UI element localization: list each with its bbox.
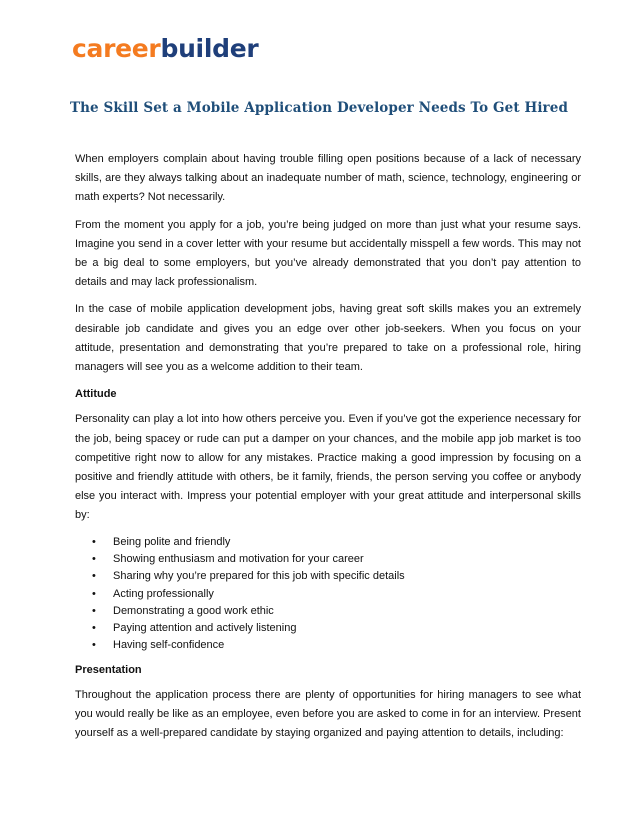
bullet-icon: • (92, 535, 96, 548)
bullet-icon: • (92, 570, 96, 583)
list-item-text: Sharing why you’re prepared for this job with specific details (113, 570, 405, 583)
intro-paragraph-3: In the case of mobile application development jobs, having great soft skills makes you an extremely desirable job candidate and gives you an edge over other job-seekers. When you focus on your attitude, presentation and demonstrating that you’re prepared to take on a professional role, hiring managers will see you as a welcome addition to their team. (75, 303, 581, 374)
bullet-icon: • (92, 622, 96, 635)
logo-career-text: career (72, 34, 161, 63)
logo-builder-text: builder (160, 34, 259, 63)
list-item (75, 586, 581, 603)
attitude-paragraph: Personality can play a lot into how others perceive you. Even if you’ve got the experience necessary for the job, being spacey or rude can put a damper on your chances, and the mobile app job market is too competitive right now to allow for any mistakes. Practice making a good impression by focusing on a positive and friendly attitude with others, be it family, friends, the person serving you coffee or anybody else you interact with. Impress your potential employer with your great attitude and interpersonal skills by: (75, 413, 581, 522)
document-body (75, 150, 581, 752)
list-item-text: Demonstrating a good work ethic (113, 604, 274, 617)
list-item (75, 637, 581, 654)
list-item-text: Having self-confidence (113, 639, 225, 652)
presentation-paragraph: Throughout the application process there are plenty of opportunities for hiring managers to see what you would really be like as an employee, even before you are asked to come in for an interview. Present yourself as a well-prepared candidate by staying organized and paying attention to details, including: (75, 688, 581, 740)
intro-paragraph-1: When employers complain about having trouble filling open positions because of a lack of necessary skills, are they always talking about an inadequate number of math, science, technology, engineering or math experts? Not necessarily. (75, 153, 581, 204)
list-item-text: Paying attention and actively listening (113, 622, 297, 635)
intro-paragraph-2: From the moment you apply for a job, you’re being judged on more than just what your resume says. Imagine you send in a cover letter with your resume but accidentally misspell a few words. This may not be a big deal to some employers, but you’ve already demonstrated that you don’t pay attention to details and may lack professionalism. (75, 218, 581, 289)
presentation-heading: Presentation (75, 663, 142, 676)
document-title: The Skill Set a Mobile Application Developer Needs To Get Hired (70, 100, 568, 116)
list-item (75, 620, 581, 637)
bullet-icon: • (92, 552, 96, 565)
list-item (75, 551, 581, 568)
attitude-heading: Attitude (75, 388, 117, 401)
list-item-text: Acting professionally (113, 587, 214, 600)
list-item-text: Showing enthusiasm and motivation for your career (113, 552, 364, 565)
bullet-icon: • (92, 639, 96, 652)
list-item-text: Being polite and friendly (113, 535, 231, 548)
list-item (75, 568, 581, 585)
attitude-bullet-list (75, 534, 581, 655)
list-item (75, 603, 581, 620)
bullet-icon: • (92, 604, 96, 617)
careerbuilder-logo (72, 36, 258, 61)
bullet-icon: • (92, 587, 96, 600)
list-item (75, 534, 581, 551)
